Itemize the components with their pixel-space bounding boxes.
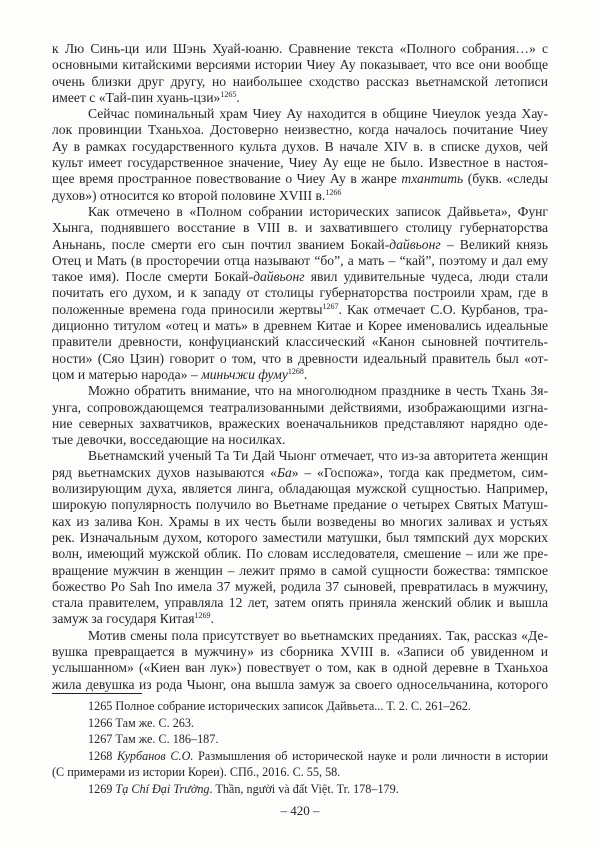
text-line <box>52 171 548 187</box>
italic-term: тхантить <box>401 171 464 187</box>
main-text <box>52 41 548 693</box>
italic-term: миньчжи фуму <box>201 366 288 382</box>
text-run: жила девушка из рода Чыонг, она вышла замуж за своего односельчанина, которого <box>52 676 548 692</box>
text-line <box>52 611 548 627</box>
text-run: услышанном» («Киен ван лук») повествует о том, как в одной деревне в Тханьхоа <box>52 660 548 676</box>
text-run: . <box>210 611 214 627</box>
page-number: – 420 – <box>280 803 320 818</box>
text-run: замуж за государя Китая <box>52 611 195 627</box>
footnote <box>52 781 548 798</box>
text-line <box>52 432 548 448</box>
paragraph <box>52 204 548 383</box>
text-run: – Великий князь <box>440 236 548 252</box>
footnote <box>52 715 548 732</box>
text-run: волизирующим духа, является линга, обладающая мужской сущностью. Например, <box>52 481 548 497</box>
text-run: основными китайскими версиями истории Чиеу Ау показывает, что все они вообще <box>52 57 548 73</box>
text-line <box>52 204 548 220</box>
text-run: Сейчас поминальный храм Чиеу Ау находится в общине Чиеулок уезда Хау- <box>88 106 548 122</box>
text-line <box>52 715 548 732</box>
text-run: духов») относится ко второй половине XVIII в. <box>52 187 326 203</box>
text-run: рек. Изначальным духом, которого заместили матушки, был тямпский дух морских <box>52 529 548 545</box>
text-line <box>52 351 548 367</box>
text-run: такое имя). После смерти Бокай- <box>52 269 254 285</box>
footnote-ref: 1265 <box>220 89 237 99</box>
text-run: Мотив смены пола присутствует во вьетнамских преданиях. Так, рассказ «Де- <box>88 627 548 643</box>
text-line <box>52 57 548 73</box>
text-run: Можно обратить внимание, что на многолюдном празднике в честь Тхань Зя- <box>88 383 548 399</box>
text-line <box>52 595 548 611</box>
text-run: » – «Госпожа», тогда как предметом, сим- <box>291 464 548 480</box>
text-run: 1269 <box>88 781 116 796</box>
text-run: Размышления об исторической науке и роли личности в истории <box>193 748 549 763</box>
text-line <box>52 41 548 57</box>
text-run: 1268 <box>88 748 118 763</box>
footnote-ref: 1267 <box>322 301 339 311</box>
text-line <box>52 764 548 781</box>
text-line <box>52 448 548 464</box>
italic-term: Курбанов С.О. <box>117 748 194 763</box>
text-run: 1267 Там же. С. 186–187. <box>88 732 219 747</box>
text-line <box>52 781 548 798</box>
text-line <box>52 465 548 481</box>
italic-term: дайвьонг <box>389 236 441 252</box>
text-line <box>52 644 548 660</box>
text-run: ках из залива Кон. Храмы в их честь были возведены во многих заливах и устьях <box>52 513 548 529</box>
text-run: унга, сопровождающемся театрализованными действиями, изображающими изгна- <box>52 399 548 415</box>
text-run: ряд вьетнамских духов называются « <box>52 464 277 480</box>
text-run: стала правителем, управляла 12 лет, затем опять приняла женский облик и вышла <box>52 595 548 611</box>
text-run: имеет с «Тай-пин хуань-цзи» <box>52 89 221 105</box>
text-line <box>52 90 548 106</box>
text-line <box>52 660 548 676</box>
paragraph <box>52 41 548 106</box>
paragraph <box>52 106 548 204</box>
text-run: положенные времена года приносили жертвы <box>52 301 323 317</box>
footnote-ref: 1268 <box>287 366 304 376</box>
text-line <box>52 546 548 562</box>
text-run: Аньнань, после смерти его сын почтил званием Бокай- <box>52 236 390 252</box>
text-run: божество Po Sah Ino имела 37 мужей, родила 37 сыновей, превратилась в мужчину, <box>52 578 548 594</box>
text-run: . <box>236 89 240 105</box>
paragraph <box>52 628 548 693</box>
text-run: очень близки друг другу, но наибольшее сходство рассказ вьетнамской летописи <box>52 73 548 89</box>
text-run: широкую популярность получило во Вьетнаме предание о четырех Святых Матуш- <box>52 497 548 513</box>
text-line <box>52 698 548 715</box>
text-line <box>52 74 548 90</box>
text-run: . Как отмечает С.О. Курбанов, тра- <box>338 301 548 317</box>
text-line <box>52 400 548 416</box>
text-run: (С примерами из истории Кореи). СПб., 2016. С. 55, 58. <box>52 765 341 780</box>
text-run: ние северных захватчиков, вражеских военачальников представляют нарядно оде- <box>52 415 548 431</box>
text-run: щее время пространное повествование о Чиеу Ау в жанре <box>52 171 402 187</box>
text-line <box>52 367 548 383</box>
text-line <box>52 416 548 432</box>
italic-term: дайвьонг <box>253 269 305 285</box>
text-line <box>52 285 548 301</box>
text-run: лок провинции Тханьхоа. Достоверно неизвестно, когда началось почитание Чиеу <box>52 122 548 138</box>
footnote-separator <box>52 693 142 694</box>
text-line <box>52 628 548 644</box>
text-line <box>52 188 548 204</box>
text-run: . <box>303 366 308 382</box>
text-line <box>52 334 548 350</box>
text-line <box>52 253 548 269</box>
text-run: культ имеет государственное значение, Чиеу Ау еще не было. Известное в настоя- <box>52 155 548 171</box>
text-line <box>52 748 548 765</box>
text-run: к Лю Синь-ци или Шэнь Хуай-юаню. Сравнение текста «Полного собрания…» с <box>52 41 548 56</box>
text-run: почитать его духом, и к западу от столицы губернаторства построили храм, где в <box>52 285 548 301</box>
italic-term: Ба <box>276 464 292 480</box>
text-line <box>52 530 548 546</box>
footnotes <box>52 698 548 798</box>
text-line <box>52 563 548 579</box>
text-run: Ау в рамках государственного культа духов. В начале XIV в. в списке духов, чей <box>52 138 548 154</box>
text-line <box>52 383 548 399</box>
text-run: Как отмечено в «Полном собрании исторических записок Дайвьета», Фунг <box>88 203 548 219</box>
text-line <box>52 497 548 513</box>
text-line <box>52 106 548 122</box>
text-run: (букв. «следы <box>463 171 548 187</box>
paragraph <box>52 383 548 448</box>
footnote-ref: 1266 <box>325 187 342 197</box>
text-run: Хынга, поднявшего восстание в VIII в. и захватившего столицу губернаторства <box>52 220 548 236</box>
text-line <box>52 122 548 138</box>
text-run: цом и матерью народа» – <box>52 366 202 382</box>
text-run: 1266 Там же. С. 263. <box>88 715 195 730</box>
text-line <box>52 481 548 497</box>
footnote <box>52 748 548 781</box>
paragraph <box>52 448 548 627</box>
text-line <box>52 302 548 318</box>
text-line <box>52 237 548 253</box>
text-run: 1265 Полное собрание исторических записок Дайвьета... Т. 2. С. 261–262. <box>88 699 471 713</box>
footnote <box>52 731 548 748</box>
text-run: Отец и Мать (в просторечии отца называют “бо”, а мать – “кай”, поэтому и дал ему <box>52 252 548 268</box>
text-run: тые девочки, восседающие на носилках. <box>52 432 286 448</box>
text-line <box>52 318 548 334</box>
text-line <box>52 579 548 595</box>
text-run: правители древности, конфуцианский классический «Канон сыновней почтитель- <box>52 334 548 350</box>
text-run: вушка превращается в мужчину» из сборника XVIII в. «Записи об увиденном и <box>52 643 548 659</box>
text-line <box>52 514 548 530</box>
text-line <box>52 139 548 155</box>
text-run: Вьетнамский ученый Та Ти Дай Чыонг отмечает, что из-за авторитета женщин <box>88 448 548 464</box>
text-run: диционно титулом «отец и мать» в древнем Китае и Корее именовались идеальные <box>52 318 548 334</box>
text-run: вращение мужчин в женщин – лежит прямо в самой сущности божества: тямпское <box>52 562 548 578</box>
text-run: волн, имеющий мужской облик. По словам исследователя, смешение – или же пре- <box>52 546 548 562</box>
text-line <box>52 677 548 693</box>
text-line <box>52 220 548 236</box>
text-run: . Thần, người và đất Việt. Tr. 178–179. <box>209 781 399 796</box>
text-line <box>52 269 548 285</box>
text-run: явил удивительные чудеса, люди стали <box>304 269 548 285</box>
text-line <box>52 731 548 748</box>
text-line <box>52 155 548 171</box>
footnote-ref: 1269 <box>194 611 211 621</box>
italic-term: Tạ Chí Đại Trường <box>115 781 210 796</box>
footnote <box>52 698 548 715</box>
text-run: ности» (Сяо Цзин) говорит о том, что в древности идеальный правитель был «от- <box>52 350 548 366</box>
